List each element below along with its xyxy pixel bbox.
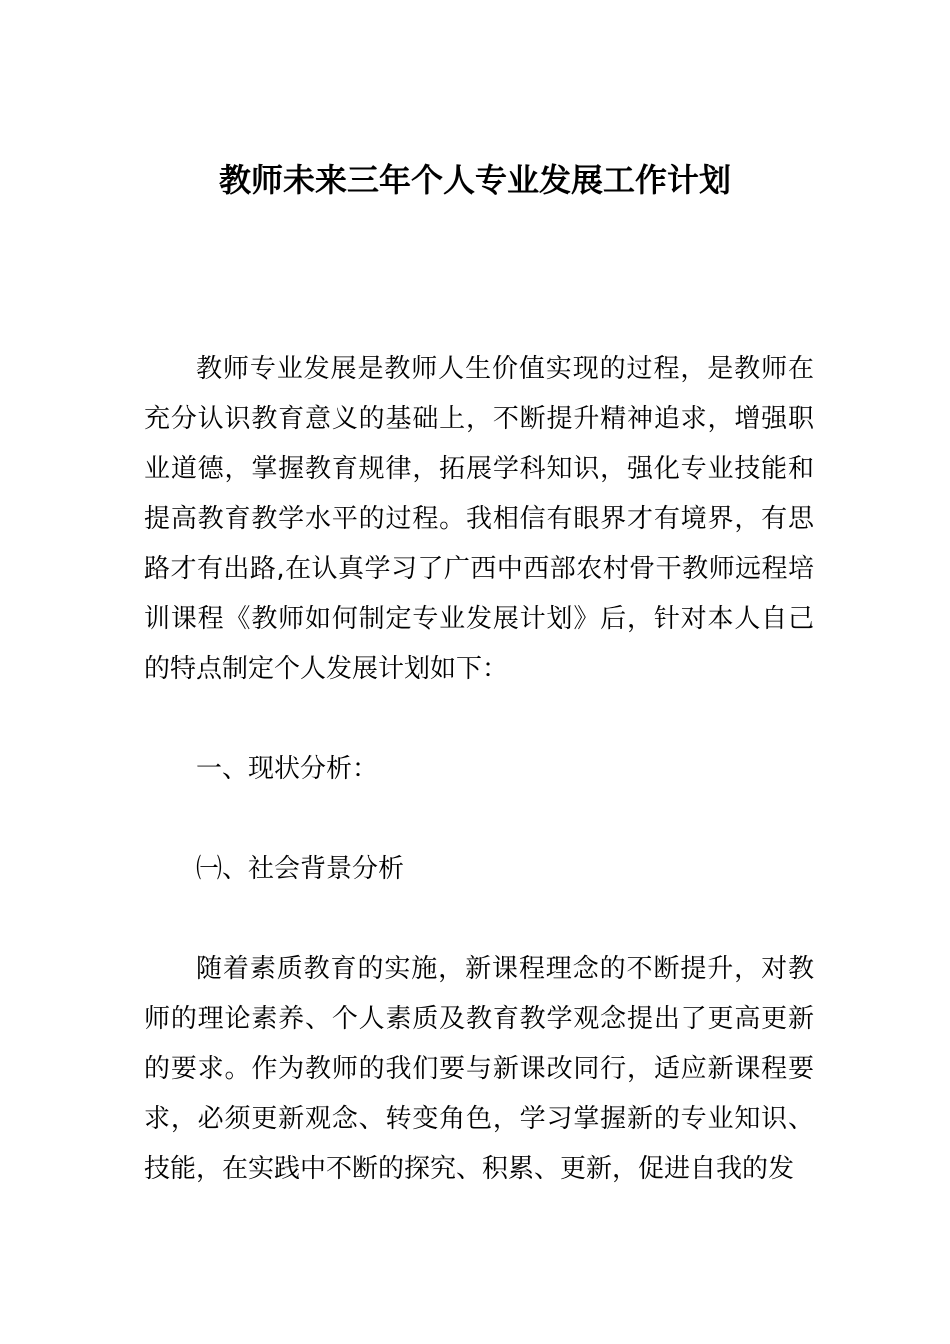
document-body (144, 344, 814, 1194)
section-heading-status-analysis: 一、现状分析： (196, 754, 379, 784)
subsection-heading-social-background: ㈠、社会背景分析 (196, 854, 405, 884)
social-background-paragraph: 随着素质教育的实施，新课程理念的不断提升，对教师的理论素养、个人素质及教育教学观念提出了更高更新的要求。作为教师的我们要与新课改同行，适应新课程要求，必须更新观念、转变角色，学习掌握新的专业知识、技能，在实践中不断的探究、积累、更新，促进自我的发 (144, 954, 814, 1184)
intro-paragraph: 教师专业发展是教师人生价值实现的过程，是教师在充分认识教育意义的基础上，不断提升精神追求，增强职业道德，掌握教育规律，拓展学科知识，强化专业技能和提高教育教学水平的过程。我相信有眼界才有境界，有思路才有出路,在认真学习了广西中西部农村骨干教师远程培训课程《教师如何制定专业发展计划》后，针对本人自己的特点制定个人发展计划如下： (144, 354, 814, 684)
document-title: 教师未来三年个人专业发展工作计划 (218, 161, 731, 199)
